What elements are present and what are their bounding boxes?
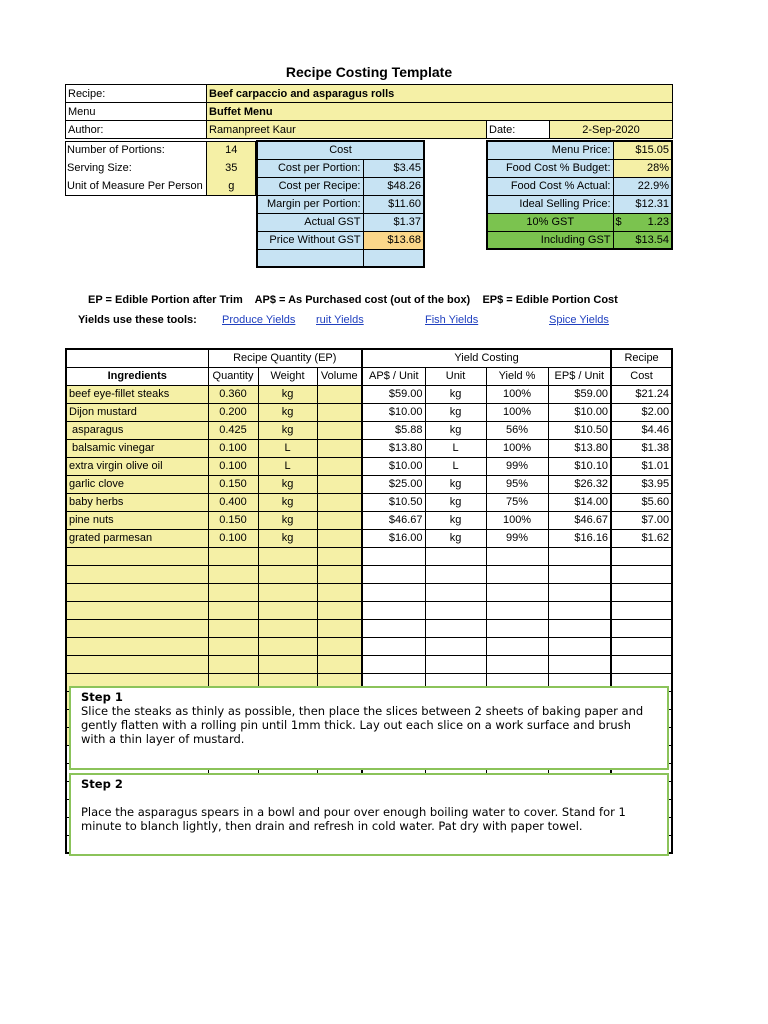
volume-cell[interactable] [317,439,362,457]
unit-cell[interactable]: kg [425,529,486,547]
unit-cell[interactable] [425,637,486,655]
ap-unit-cell[interactable]: $25.00 [362,475,425,493]
table-row [66,475,672,493]
yield-cell[interactable] [486,619,548,637]
food-cost-actual-label: Food Cost % Actual: [487,177,613,195]
weight-cell[interactable]: L [258,457,317,475]
yield-cell[interactable] [486,547,548,565]
ep-unit-cell: $10.00 [548,403,611,421]
col-header-quantity: Quantity [208,367,258,385]
ingredient-name[interactable] [66,637,208,655]
table-row [66,619,672,637]
yield-cell[interactable]: 100% [486,403,548,421]
recipe-label: Recipe: [66,85,207,103]
col-header-volume: Volume [317,367,362,385]
unit-cell[interactable]: L [425,457,486,475]
quantity-cell[interactable] [208,583,258,601]
ep-unit-cell: $10.10 [548,457,611,475]
ep-unit-cell [548,601,611,619]
col-header-ep-unit: EP$ / Unit [548,367,611,385]
date-label: Date: [487,121,550,139]
ingredient-name[interactable] [66,601,208,619]
unit-cell[interactable] [425,619,486,637]
volume-cell[interactable] [317,403,362,421]
table-row [66,421,672,439]
yield-cell[interactable]: 75% [486,493,548,511]
ingredient-name[interactable]: pine nuts [66,511,208,529]
table-row [66,529,672,547]
cost-cell: $1.38 [611,439,672,457]
col-header-weight: Weight [258,367,317,385]
quantity-cell[interactable]: 0.425 [208,421,258,439]
cost-cell: $1.01 [611,457,672,475]
cost-cell: $4.46 [611,421,672,439]
page-title: Recipe Costing Template [285,64,453,80]
ap-unit-cell[interactable]: $46.67 [362,511,425,529]
cost-per-portion-label: Cost per Portion: [257,159,363,177]
ap-unit-cell[interactable] [362,583,425,601]
weight-cell[interactable]: kg [258,529,317,547]
yield-cell[interactable]: 100% [486,385,548,403]
unit-cell[interactable] [425,601,486,619]
cost-cell: $3.95 [611,475,672,493]
gst-label: 10% GST [487,213,613,231]
volume-cell[interactable] [317,421,362,439]
weight-cell[interactable] [258,637,317,655]
cost-cell: $21.24 [611,385,672,403]
ep-unit-cell: $10.50 [548,421,611,439]
table-row [66,601,672,619]
menu-name-cell[interactable]: Buffet Menu [207,103,673,121]
volume-cell[interactable] [317,655,362,673]
yield-cell[interactable] [486,565,548,583]
ap-unit-cell[interactable]: $16.00 [362,529,425,547]
table-row [66,439,672,457]
portions-cell[interactable]: 14 [206,141,256,159]
group-header-recipe: Recipe [611,349,672,367]
ap-unit-cell[interactable] [362,655,425,673]
ap-unit-cell[interactable] [362,637,425,655]
cost-table [256,140,425,268]
quantity-cell[interactable]: 0.100 [208,529,258,547]
cost-cell [611,547,672,565]
weight-cell[interactable] [258,547,317,565]
ideal-price-value: $12.31 [613,195,672,213]
quantity-cell[interactable]: 0.150 [208,475,258,493]
ep-unit-cell: $59.00 [548,385,611,403]
cost-per-recipe-value: $48.26 [363,177,424,195]
fruit-yields-link[interactable]: ruit Yields [316,314,364,326]
weight-cell[interactable] [258,601,317,619]
ep-unit-cell [548,637,611,655]
volume-cell[interactable] [317,601,362,619]
weight-cell[interactable] [258,583,317,601]
volume-cell[interactable] [317,529,362,547]
including-gst-value: $13.54 [613,231,672,249]
ingredient-name[interactable]: extra virgin olive oil [66,457,208,475]
serving-label: Serving Size: [67,162,132,174]
yield-cell[interactable]: 56% [486,421,548,439]
ap-unit-cell[interactable] [362,565,425,583]
ap-unit-cell[interactable] [362,601,425,619]
cost-cell: $2.00 [611,403,672,421]
unit-label: Unit of Measure Per Person [67,180,203,192]
cost-cell: $7.00 [611,511,672,529]
ingredient-name[interactable] [66,565,208,583]
legend-text: EP = Edible Portion after Trim AP$ = As Purchased cost (out of the box) EP$ = Edible Portion Cost [88,294,618,306]
ep-unit-cell [548,547,611,565]
ingredient-name[interactable]: baby herbs [66,493,208,511]
date-cell[interactable]: 2-Sep-2020 [550,121,673,139]
ep-unit-cell: $14.00 [548,493,611,511]
food-cost-actual-value: 22.9% [613,177,672,195]
weight-cell[interactable]: kg [258,493,317,511]
ep-unit-cell: $13.80 [548,439,611,457]
table-row [66,583,672,601]
ep-unit-cell [548,565,611,583]
step-2-title: Step 2 [81,777,123,791]
ideal-price-label: Ideal Selling Price: [487,195,613,213]
unit-cell[interactable]: kg [425,493,486,511]
col-header-ap-unit: AP$ / Unit [362,367,425,385]
unit-cell[interactable]: kg [425,421,486,439]
quantity-cell[interactable] [208,565,258,583]
yield-cell[interactable] [486,601,548,619]
volume-cell[interactable] [317,583,362,601]
cost-cell: $5.60 [611,493,672,511]
ap-unit-cell[interactable]: $10.00 [362,403,425,421]
cost-cell [611,583,672,601]
yield-cell[interactable] [486,637,548,655]
produce-yields-link[interactable]: Produce Yields [222,314,296,326]
yield-cell[interactable] [486,583,548,601]
step-1-box [69,686,669,770]
food-cost-budget-value[interactable]: 28% [613,159,672,177]
serving-cell[interactable]: 35 [206,159,256,177]
volume-cell[interactable] [317,475,362,493]
table-row [66,511,672,529]
cost-per-portion-value: $3.45 [363,159,424,177]
cost-cell [611,655,672,673]
gst-value: 1.23 [631,213,672,231]
weight-cell[interactable]: kg [258,421,317,439]
cost-cell: $1.62 [611,529,672,547]
step-1-title: Step 1 [81,690,123,704]
actual-gst-value: $1.37 [363,213,424,231]
ap-unit-cell[interactable]: $10.00 [362,457,425,475]
margin-label: Margin per Portion: [257,195,363,213]
cost-empty-cell [363,249,424,267]
quantity-cell[interactable] [208,619,258,637]
cost-per-recipe-label: Cost per Recipe: [257,177,363,195]
weight-cell[interactable]: L [258,439,317,457]
quantity-cell[interactable]: 0.100 [208,439,258,457]
ep-unit-cell: $46.67 [548,511,611,529]
quantity-cell[interactable]: 0.400 [208,493,258,511]
quantity-cell[interactable] [208,547,258,565]
price-without-gst-value: $13.68 [363,231,424,249]
recipe-info-table [65,84,673,139]
col-header-ingredients: Ingredients [66,367,208,385]
group-header-yield: Yield Costing [362,349,611,367]
col-header-unit: Unit [425,367,486,385]
actual-gst-label: Actual GST [257,213,363,231]
author-label: Author: [66,121,207,139]
volume-cell[interactable] [317,637,362,655]
table-row [66,403,672,421]
yield-cell[interactable]: 100% [486,439,548,457]
unit-cell[interactable]: kg [425,403,486,421]
spice-yields-link[interactable]: Spice Yields [549,314,609,326]
food-cost-budget-label: Food Cost % Budget: [487,159,613,177]
volume-cell[interactable] [317,547,362,565]
portions-label: Number of Portions: [67,144,165,156]
weight-cell[interactable] [258,655,317,673]
table-row [66,385,672,403]
quantity-cell[interactable] [208,655,258,673]
weight-cell[interactable] [258,619,317,637]
cost-empty-cell [257,249,363,267]
table-row [66,637,672,655]
table-row [66,565,672,583]
unit-cell[interactable]: L [425,439,486,457]
ap-unit-cell[interactable]: $10.50 [362,493,425,511]
including-gst-label: Including GST [487,231,613,249]
quantity-cell[interactable]: 0.100 [208,457,258,475]
step-2-box [69,773,669,856]
quantity-cell[interactable] [208,601,258,619]
unit-cell[interactable] [425,565,486,583]
ingredient-name[interactable]: Dijon mustard [66,403,208,421]
ingredient-name[interactable] [66,547,208,565]
fish-yields-link[interactable]: Fish Yields [425,314,479,326]
ap-unit-cell[interactable] [362,619,425,637]
unit-cell[interactable] [425,547,486,565]
weight-cell[interactable]: kg [258,475,317,493]
table-row [66,493,672,511]
yield-cell[interactable]: 99% [486,529,548,547]
margin-value: $11.60 [363,195,424,213]
cost-cell [611,619,672,637]
col-header-yield: Yield % [486,367,548,385]
header-spacer [66,349,208,367]
ep-unit-cell [548,655,611,673]
price-without-gst-label: Price Without GST [257,231,363,249]
author-cell[interactable]: Ramanpreet Kaur [207,121,487,139]
volume-cell[interactable] [317,565,362,583]
unit-cell[interactable]: kg [425,511,486,529]
ingredient-name[interactable]: beef eye-fillet steaks [66,385,208,403]
menu-price-value[interactable]: $15.05 [613,141,672,159]
yield-cell[interactable] [486,655,548,673]
ingredient-name[interactable]: garlic clove [66,475,208,493]
col-header-cost: Cost [611,367,672,385]
volume-cell[interactable] [317,457,362,475]
volume-cell[interactable] [317,493,362,511]
ingredient-name[interactable] [66,583,208,601]
weight-cell[interactable]: kg [258,385,317,403]
recipe-name-cell[interactable]: Beef carpaccio and asparagus rolls [207,85,673,103]
weight-cell[interactable]: kg [258,511,317,529]
ep-unit-cell: $26.32 [548,475,611,493]
ingredient-name[interactable] [66,655,208,673]
ep-unit-cell: $16.16 [548,529,611,547]
table-row [66,547,672,565]
menu-price-label: Menu Price: [487,141,613,159]
volume-cell[interactable] [317,619,362,637]
cost-cell [611,601,672,619]
ap-unit-cell[interactable]: $59.00 [362,385,425,403]
unit-cell[interactable] [425,583,486,601]
cost-cell [611,565,672,583]
cost-cell [611,637,672,655]
menu-label: Menu [66,103,207,121]
menu-price-table [486,140,673,250]
yield-cell[interactable]: 95% [486,475,548,493]
quantity-cell[interactable]: 0.150 [208,511,258,529]
ingredient-name[interactable] [66,619,208,637]
unit-cell[interactable] [425,655,486,673]
ep-unit-cell [548,619,611,637]
ap-unit-cell[interactable] [362,547,425,565]
ingredient-name[interactable]: grated parmesan [66,529,208,547]
portions-border [65,141,256,196]
gst-currency: $ [613,213,631,231]
table-row [66,457,672,475]
cost-header: Cost [257,141,424,159]
unit-cell[interactable]: g [206,177,256,195]
quantity-cell[interactable] [208,637,258,655]
ap-unit-cell[interactable]: $5.88 [362,421,425,439]
volume-cell[interactable] [317,511,362,529]
ep-unit-cell [548,583,611,601]
weight-cell[interactable]: kg [258,403,317,421]
group-header-quantity: Recipe Quantity (EP) [208,349,362,367]
step-2-text: Place the asparagus spears in a bowl and pour over enough boiling water to cover. Stand for 1 minute to blanch lightly, then drain and refresh in cold water. Pat dry with paper towel. [81,805,626,833]
quantity-cell[interactable]: 0.200 [208,403,258,421]
table-row [66,655,672,673]
ap-unit-cell[interactable]: $13.80 [362,439,425,457]
unit-cell[interactable]: kg [425,475,486,493]
yield-cell[interactable]: 99% [486,457,548,475]
tools-label: Yields use these tools: [78,314,197,326]
step-1-text: Slice the steaks as thinly as possible, then place the slices between 2 sheets of baking paper and gently flatten with a rolling pin until 1mm thick. Lay out each slice on a work surface and brush with a thin layer of mustard. [81,704,644,746]
weight-cell[interactable] [258,565,317,583]
ingredient-name[interactable]: balsamic vinegar [66,439,208,457]
ingredient-name[interactable]: asparagus [66,421,208,439]
yield-cell[interactable]: 100% [486,511,548,529]
volume-cell[interactable] [317,385,362,403]
quantity-cell[interactable]: 0.360 [208,385,258,403]
unit-cell[interactable]: kg [425,385,486,403]
